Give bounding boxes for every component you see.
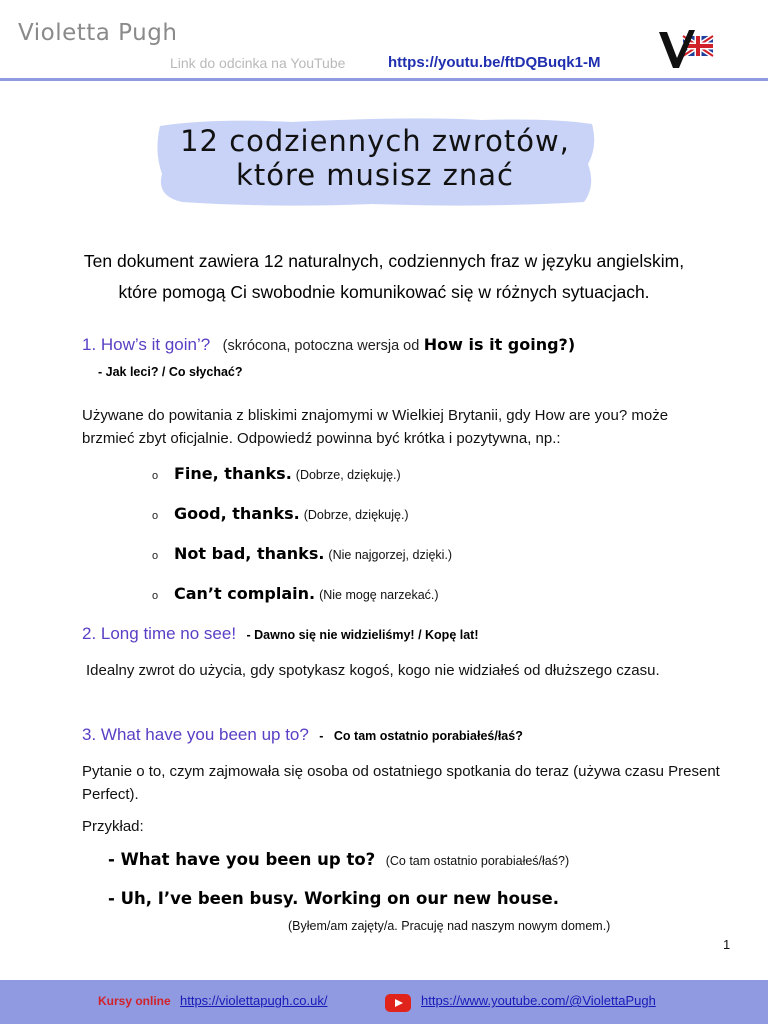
phrase-polish: (Dobrze, dziękuję.) bbox=[303, 508, 409, 522]
section-3-heading: 3. What have you been up to? bbox=[82, 725, 309, 744]
phrase-english: Can’t complain. bbox=[174, 584, 316, 603]
author-name: Violetta Pugh bbox=[18, 20, 178, 46]
title-line-1: 12 codziennych zwrotów, bbox=[180, 124, 570, 158]
section-1-full-form: How is it going?) bbox=[423, 335, 576, 354]
example-2-english: - Uh, I’ve been busy. Working on our new house. bbox=[108, 889, 560, 908]
section-3-paragraph-line-1: Pytanie o to, czym zajmowała się osoba od ostatniego spotkania do teraz (używa czasu Present bbox=[82, 763, 720, 780]
video-link[interactable]: https://youtu.be/ftDQBuqk1-M bbox=[388, 54, 601, 71]
bullet-icon: o bbox=[152, 590, 159, 602]
page-number: 1 bbox=[723, 937, 731, 952]
intro-paragraph bbox=[40, 246, 728, 308]
phrase-english: Fine, thanks. bbox=[174, 464, 292, 483]
phrase-polish: (Nie mogę narzekać.) bbox=[319, 588, 439, 602]
header-divider bbox=[0, 78, 768, 81]
section-2-heading: 2. Long time no see! bbox=[82, 624, 237, 643]
example-1 bbox=[108, 850, 569, 870]
document-title bbox=[152, 124, 598, 192]
intro-line-2: które pomogą Ci swobodnie komunikować się w różnych sytuacjach. bbox=[118, 282, 650, 302]
list-item bbox=[152, 504, 409, 528]
section-1-translation: - Jak leci? / Co słychać? bbox=[98, 365, 243, 379]
section-2-translation: - Dawno się nie widzieliśmy! / Kopę lat! bbox=[246, 628, 479, 642]
youtube-channel-link[interactable]: https://www.youtube.com/@ViolettaPugh bbox=[421, 993, 656, 1008]
website-link[interactable]: https://violettapugh.co.uk/ bbox=[180, 993, 328, 1008]
phrase-english: Not bad, thanks. bbox=[174, 544, 325, 563]
list-item bbox=[152, 584, 439, 608]
phrase-polish: (Dobrze, dziękuję.) bbox=[295, 468, 401, 482]
section-3-translation: Co tam ostatnio porabiałeś/łaś? bbox=[333, 729, 523, 743]
section-3-paragraph-line-2: Perfect). bbox=[82, 786, 139, 803]
bullet-icon: o bbox=[152, 550, 159, 562]
section-1-paragraph bbox=[82, 404, 742, 450]
section-1-paragraph-line-1: Używane do powitania z bliskimi znajomymi w Wielkiej Brytanii, gdy How are you? może bbox=[82, 407, 669, 424]
list-item bbox=[152, 544, 452, 568]
example-1-english: - What have you been up to? bbox=[108, 850, 376, 869]
section-2-heading-row bbox=[82, 624, 479, 644]
section-1-note: (skrócona, potoczna wersja od bbox=[222, 338, 420, 354]
youtube-icon[interactable] bbox=[385, 994, 411, 1012]
brand-logo-icon bbox=[655, 26, 715, 72]
section-1-heading: 1. How’s it goin’? bbox=[82, 335, 211, 354]
intro-line-1: Ten dokument zawiera 12 naturalnych, codziennych fraz w języku angielskim, bbox=[83, 251, 685, 271]
section-1-heading-row bbox=[82, 335, 575, 355]
section-3-heading-row bbox=[82, 725, 523, 745]
title-line-2: które musisz znać bbox=[236, 158, 514, 192]
bullet-icon: o bbox=[152, 510, 159, 522]
section-3-dash: - bbox=[319, 729, 324, 743]
section-2-paragraph: Idealny zwrot do użycia, gdy spotykasz kogoś, kogo nie widziałeś od dłuższego czasu. bbox=[86, 662, 660, 679]
footer-label: Kursy online bbox=[98, 994, 171, 1008]
example-2 bbox=[108, 889, 559, 909]
bullet-icon: o bbox=[152, 470, 159, 482]
list-item bbox=[152, 464, 401, 488]
video-link-label: Link do odcinka na YouTube bbox=[170, 55, 346, 71]
section-3-paragraph bbox=[82, 760, 742, 806]
section-1-paragraph-line-2: brzmieć zbyt oficjalnie. Odpowiedź powinna być krótka i pozytywna, np.: bbox=[82, 430, 561, 447]
phrase-english: Good, thanks. bbox=[174, 504, 300, 523]
example-2-polish: (Byłem/am zajęty/a. Pracuję nad naszym nowym domem.) bbox=[288, 919, 611, 933]
example-label: Przykład: bbox=[82, 818, 144, 835]
example-1-polish: (Co tam ostatnio porabiałeś/łaś?) bbox=[385, 854, 570, 868]
phrase-polish: (Nie najgorzej, dzięki.) bbox=[328, 548, 453, 562]
